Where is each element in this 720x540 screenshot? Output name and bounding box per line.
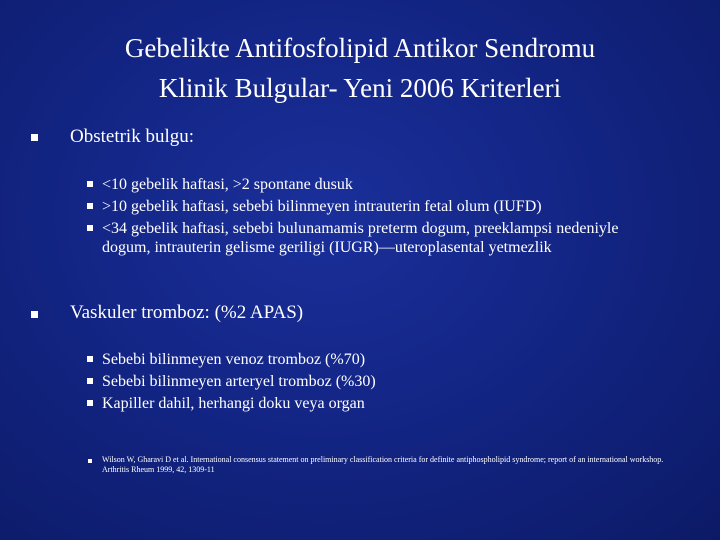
bullet-square-icon — [31, 311, 38, 318]
list-item: <34 gebelik haftasi, sebebi bulunamamis preterm dogum, preeklampsi nedeniyle — [102, 220, 619, 237]
reference-citation: Wilson W, Gharavi D et al. International consensus statement on preliminary classification criteria for definite antiphospholipid syndrome; report of an international workshop. Arthritis Rheum 1999, 42, 1309-11 — [102, 455, 664, 474]
slide-title — [40, 28, 680, 108]
bullet-square-icon — [87, 356, 93, 362]
bullet-square-icon — [87, 378, 93, 384]
bullet-square-icon — [87, 181, 93, 187]
title-line-2: Klinik Bulgular- Yeni 2006 Kriterleri — [158, 73, 562, 103]
list-item: >10 gebelik haftasi, sebebi bilinmeyen intrauterin fetal olum (IUFD) — [102, 198, 542, 215]
list-item: <10 gebelik haftasi, >2 spontane dusuk — [102, 176, 353, 193]
list-item: Sebebi bilinmeyen arteryel tromboz (%30) — [102, 373, 376, 390]
section-heading-vascular: Vaskuler tromboz: (%2 APAS) — [70, 302, 304, 323]
list-item-continuation: dogum, intrauterin gelisme geriligi (IUGR)—uteroplasental yetmezlik — [102, 239, 552, 256]
list-item: Kapiller dahil, herhangi doku veya organ — [102, 395, 365, 412]
bullet-square-icon — [87, 203, 93, 209]
section-heading-obstetric: Obstetrik bulgu: — [70, 126, 195, 147]
bullet-square-icon — [31, 134, 38, 141]
bullet-square-icon — [87, 225, 93, 231]
bullet-square-icon — [87, 400, 93, 406]
list-item: Sebebi bilinmeyen venoz tromboz (%70) — [102, 351, 366, 368]
title-line-1: Gebelikte Antifosfolipid Antikor Sendromu — [124, 33, 596, 63]
bullet-square-icon — [88, 459, 92, 463]
